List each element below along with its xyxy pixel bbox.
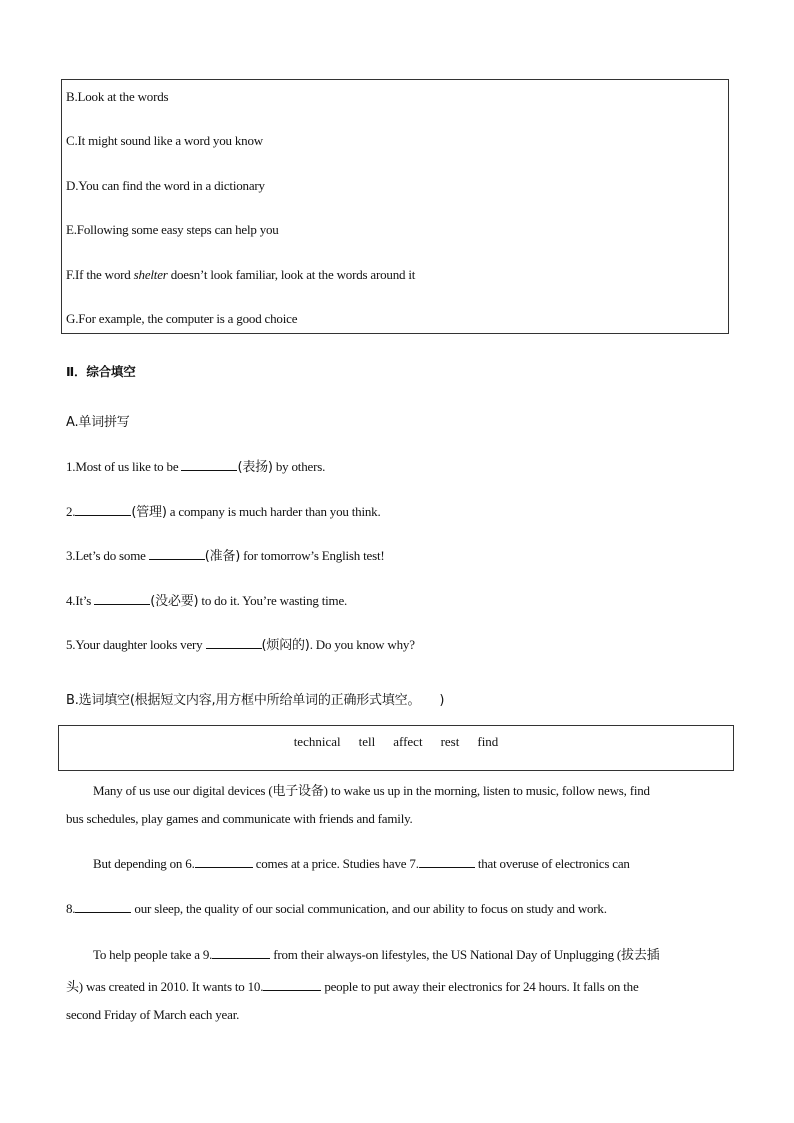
option-g: G.For example, the computer is a good choice bbox=[66, 311, 298, 326]
word-bank bbox=[59, 734, 733, 750]
word-bank-box bbox=[58, 725, 734, 771]
word-bank-item: technical bbox=[293, 734, 341, 749]
part-b-title: B.选词填空(根据短文内容,用方框中所给单词的正确形式填空。 ) bbox=[66, 693, 445, 708]
spelling-item-5: 5.Your daughter looks very (烦闷的). Do you know why? bbox=[66, 637, 415, 653]
word-bank-item: tell bbox=[358, 734, 376, 749]
option-d: D.You can find the word in a dictionary bbox=[66, 178, 265, 193]
option-f: F.If the word shelter doesn’t look familiar, look at the words around it bbox=[66, 267, 416, 282]
passage-line-1: Many of us use our digital devices (电子设备) to wake us up in the morning, listen to music, follow news, find bbox=[93, 783, 650, 798]
passage-line-2: bus schedules, play games and communicate with friends and family. bbox=[66, 811, 413, 826]
blank-8[interactable] bbox=[75, 900, 131, 913]
blank-9[interactable] bbox=[212, 946, 270, 959]
word-bank-item: rest bbox=[440, 734, 460, 749]
answer-blank[interactable] bbox=[75, 503, 131, 516]
passage-line-6: 头) was created in 2010. It wants to 10. people to put away their electronics for 24 hours. It falls on the bbox=[66, 979, 639, 994]
answer-blank[interactable] bbox=[149, 547, 205, 560]
word-bank-item: affect bbox=[393, 734, 423, 749]
part-a-title: A.单词拼写 bbox=[66, 415, 130, 430]
spelling-item-1: 1.Most of us like to be (表扬) by others. bbox=[66, 459, 326, 475]
passage-line-4: 8. our sleep, the quality of our social communication, and our ability to focus on study and work. bbox=[66, 901, 607, 916]
spelling-item-4: 4.It’s (没必要) to do it. You’re wasting time. bbox=[66, 593, 348, 609]
passage-line-3: But depending on 6. comes at a price. Studies have 7. that overuse of electronics can bbox=[93, 856, 630, 871]
option-c: C.It might sound like a word you know bbox=[66, 133, 263, 148]
answer-blank[interactable] bbox=[94, 592, 150, 605]
spelling-item-3: 3.Let’s do some (准备) for tomorrow’s English test! bbox=[66, 548, 385, 564]
section-title: Ⅱ．综合填空 bbox=[66, 364, 136, 379]
blank-6[interactable] bbox=[195, 855, 253, 868]
answer-blank[interactable] bbox=[181, 458, 237, 471]
option-b: B.Look at the words bbox=[66, 89, 169, 104]
answer-blank[interactable] bbox=[206, 636, 262, 649]
blank-10[interactable] bbox=[263, 978, 321, 991]
passage-line-7: second Friday of March each year. bbox=[66, 1007, 240, 1022]
spelling-item-2: 2. (管理) a company is much harder than you think. bbox=[66, 504, 381, 520]
word-bank-item: find bbox=[477, 734, 499, 749]
options-box bbox=[61, 79, 729, 334]
blank-7[interactable] bbox=[419, 855, 475, 868]
option-e: E.Following some easy steps can help you bbox=[66, 222, 279, 237]
passage-line-5: To help people take a 9. from their always-on lifestyles, the US National Day of Unplugging (拔去插 bbox=[93, 947, 660, 962]
